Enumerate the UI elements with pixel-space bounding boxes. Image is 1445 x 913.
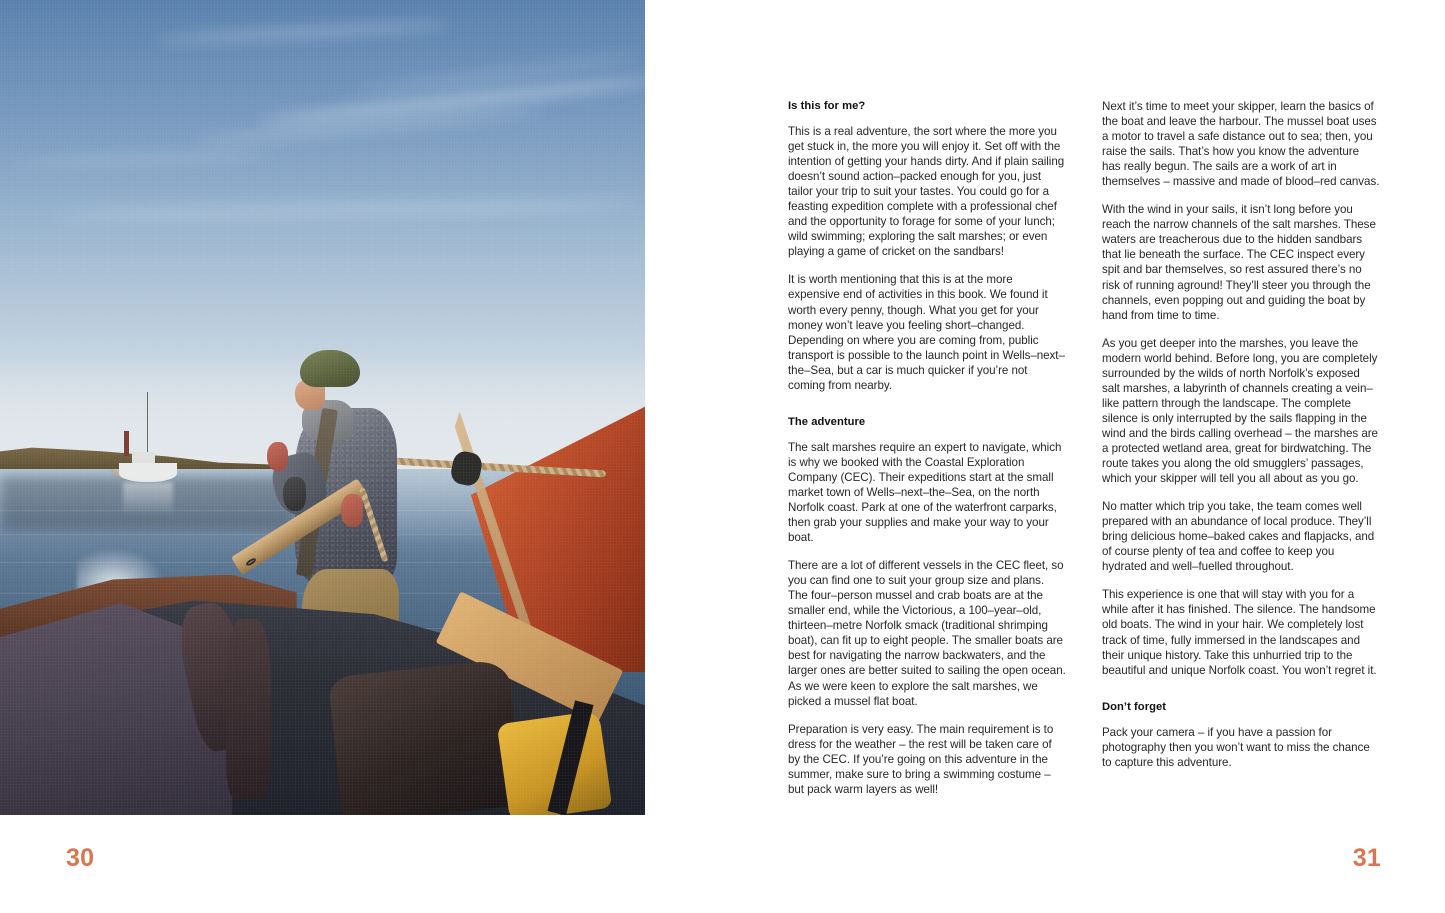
dark-bag — [328, 659, 523, 815]
page-number-left: 30 — [66, 844, 95, 872]
heading-dont-forget: Don’t forget — [1102, 700, 1167, 713]
cloud-wisp — [155, 21, 452, 46]
paragraph: It is worth mentioning that this is at the more expensive end of activities in this book. We found it worth every penny, though. What you get for your money won’t leave you feeling short–changed. Depending on where you are coming from, public transport is possible to the launch point in Wells–next–the–Sea, but a car is much quicker if you’re not coming from nearby. — [788, 273, 1065, 392]
heading-is-this-for-me: Is this for me? — [788, 100, 866, 112]
distant-figure — [124, 431, 129, 456]
boat-mast — [147, 392, 149, 457]
distant-white-boat — [119, 424, 177, 497]
paragraph: This is a real adventure, the sort where the more you get stuck in, the more you will enjoy it. Set off with the intention of getting your hands dirty. And if plain sailing doesn’t sound action–packed enough for you, just tailor your trip to suit your tastes. You could go for a feasting expedition complete with a professional chef and the opportunity to forage for some of your lunch; wild swimming; exploring the salt marshes; or even playing a game of cricket on the sandbars! — [788, 125, 1065, 259]
paragraph: As you get deeper into the marshes, you leave the modern world behind. Before long, you are completely surrounded by the wilds of north Norfolk’s exposed salt marshes, a labyrinth of channels creating a vein–like pattern through the landscape. The complete silence is only interrupted by the sails flapping in the wind and the birds calling overhead – the marshes are a protected wetland area, great for birdwatching. The route takes you along the old smugglers’ passages, which your skipper will tell you all about as you go. — [1102, 336, 1378, 486]
right-page — [722, 0, 1445, 913]
green-beanie-hat — [300, 350, 360, 386]
heading-the-adventure: The adventure — [788, 415, 866, 428]
tiller-ring — [244, 556, 256, 566]
text-columns — [788, 99, 1380, 797]
glove — [283, 477, 306, 511]
wellington-boot — [226, 619, 271, 798]
cloud-wisp — [13, 151, 271, 167]
paragraph: Next it’s time to meet your skipper, learn the basics of the boat and leave the harbour. The mussel boat uses a motor to travel a safe distance out to sea; then, you raise the sails. That’s how you know the adventure has really begun. The sails are a work of art in themselves – massive and made of blood–red canvas. — [1102, 100, 1380, 189]
paragraph: This experience is one that will stay with you for a while after it has finished. The silence. The handsome old boats. The wind in your hair. We completely lost track of time, fully immersed in the landscapes and their unique history. Take this unhurried trip to the beautiful and unique Norfolk coast. You won’t regret it. — [1102, 588, 1377, 677]
page-number-right: 31 — [1352, 844, 1381, 872]
hand-lower — [341, 494, 363, 527]
boat-reflection — [123, 482, 173, 516]
paragraph: With the wind in your sails, it isn’t long before you reach the narrow channels of the salt marshes. These waters are treacherous due to the hidden sandbars that lie beneath the surface. The CEC inspect every spit and bar themselves, so rest assured there’s no risk of running aground! They’ll steer you through the channels, even popping out and guiding the boat by hand from time to time. — [1102, 203, 1376, 322]
paragraph: The salt marshes require an expert to navigate, which is why we booked with the Coastal Exploration Company (CEC). Their expeditions start at the small market town of Wells–next–the–Sea, on the north Norfolk coast. Park at one of the waterfront carparks, then grab your supplies and make your way to your boat. — [788, 440, 1062, 545]
boat-hull — [119, 463, 177, 482]
sailing-mussel-boat-salt-marsh-photo — [0, 0, 645, 815]
paragraph: Pack your camera – if you have a passion for photography then you won’t want to miss the chance to capture this adventure. — [1102, 725, 1370, 769]
hand-upper — [267, 442, 288, 471]
column-left — [788, 99, 1066, 797]
paragraph: Preparation is very easy. The main requirement is to dress for the weather – the rest will be taken care of by the CEC. If you’re going on this adventure in the summer, make sure to bring a swimming costume – but pack warm layers as well! — [788, 722, 1054, 796]
left-page — [0, 0, 722, 913]
paragraph: There are a lot of different vessels in the CEC fleet, so you can find one to suit your group size and plans. The four–person mussel and crab boats are at the smaller end, while the Victorious, a 100–year–old, thirteen–metre Norfolk smack (traditional shrimping boat), can fit up to eight people. The smaller boats are best for navigating the narrow backwaters, and the larger ones are better suited to sailing the open ocean. As we were keen to explore the salt marshes, we picked a mussel flat boat. — [788, 559, 1066, 708]
cloud-wisp — [52, 198, 633, 222]
column-right — [1102, 99, 1380, 797]
paragraph: No matter which trip you take, the team comes well prepared with an abundance of local produce. They’ll bring delicious home–baked cakes and flapjacks, and of course plenty of tea and coffee to keep you hydrated and well–fuelled throughout. — [1102, 500, 1375, 574]
